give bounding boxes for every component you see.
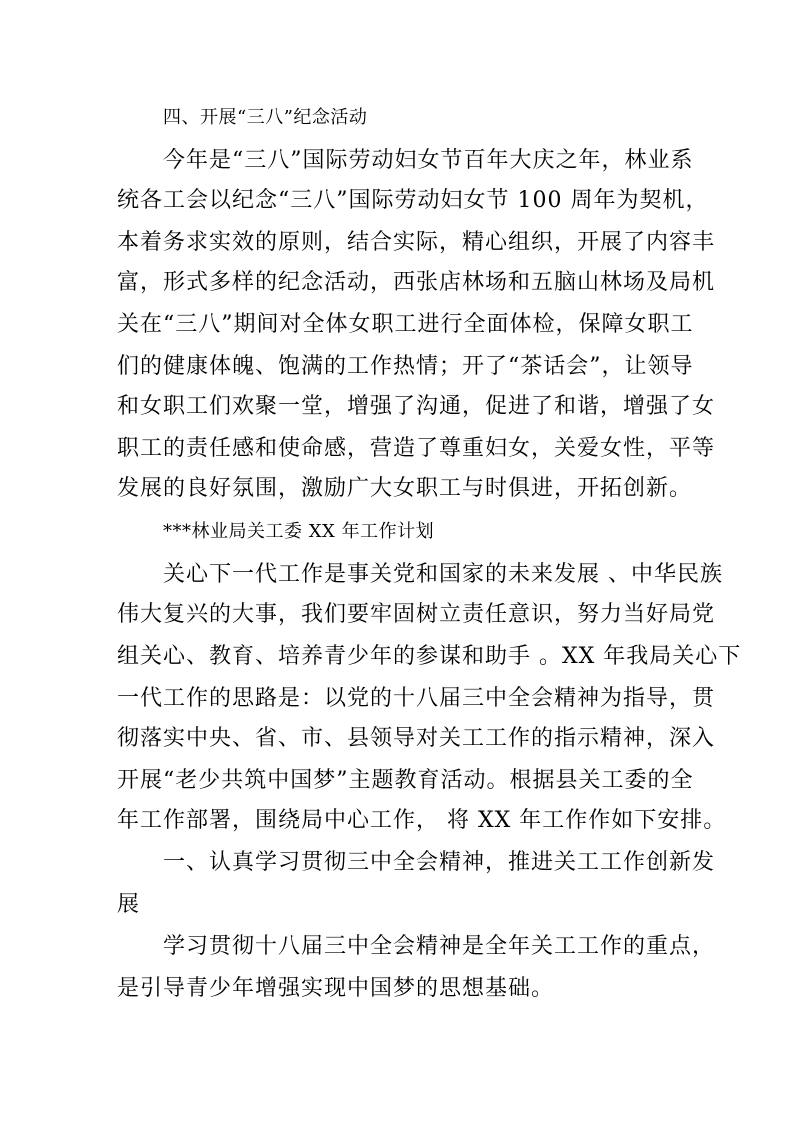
paragraph-line: 们的健康体魄、饱满的工作热情；开了“茶话会”，让领导 [117, 354, 694, 379]
paragraph-line: 学习贯彻十八届三中全会精神是全年关工工作的重点， [163, 934, 716, 959]
paragraph-line: 年工作部署，围绕局中心工作， 将 XX 年工作作如下安排。 [117, 808, 727, 833]
item-heading: 一、认真学习贯彻三中全会精神，推进关工工作创新发 [163, 850, 716, 875]
paragraph-line: 一代工作的思路是：以党的十八届三中全会精神为指导，贯 [117, 686, 716, 711]
paragraph-line: 统各工会以纪念“三八”国际劳动妇女节 100 周年为契机， [117, 188, 709, 213]
paragraph-line: 开展“老少共筑中国梦”主题教育活动。根据县关工委的全 [117, 768, 694, 793]
paragraph-line: 伟大复兴的大事，我们要牢固树立责任意识，努力当好局党 [117, 602, 716, 627]
paragraph-line: 关在“三八”期间对全体女职工进行全面体检，保障女职工 [117, 312, 694, 337]
paragraph-line: 职工的责任感和使命感，营造了尊重妇女，关爱女性，平等 [117, 436, 716, 461]
paragraph-line: 组关心、教育、培养青少年的参谋和助手 。XX 年我局关心下 [117, 644, 742, 669]
plan-title: ***林业局关工委 XX 年工作计划 [163, 521, 435, 542]
paragraph-line: 是引导青少年增强实现中国梦的思想基础。 [117, 976, 555, 1001]
paragraph-line: 关心下一代工作是事关党和国家的未来发展 、中华民族 [163, 562, 723, 587]
paragraph-line: 今年是“三八”国际劳动妇女节百年大庆之年，林业系 [163, 148, 694, 173]
section-heading: 四、开展“三八”纪念活动 [163, 107, 368, 128]
paragraph-line: 本着务求实效的原则，结合实际，精心组织，开展了内容丰 [117, 230, 716, 255]
paragraph-line: 彻落实中央、省、市、县领导对关工工作的指示精神，深入 [117, 726, 716, 751]
paragraph-line: 和女职工们欢聚一堂，增强了沟通，促进了和谐，增强了女 [117, 394, 716, 419]
item-heading: 展 [117, 892, 141, 917]
paragraph-line: 发展的良好氛围，激励广大女职工与时俱进，开拓创新。 [117, 476, 693, 501]
paragraph-line: 富，形式多样的纪念活动，西张店林场和五脑山林场及局机 [117, 270, 716, 295]
